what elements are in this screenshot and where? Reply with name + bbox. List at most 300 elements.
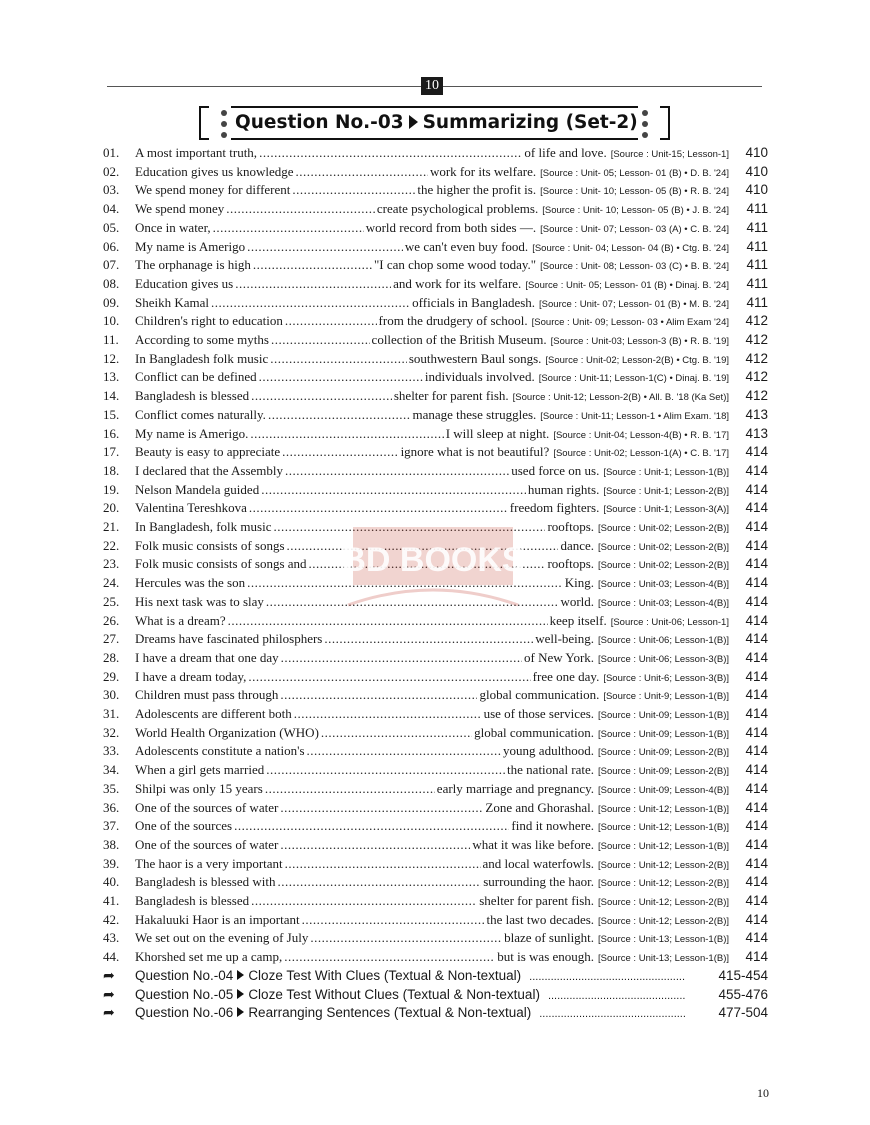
entry-page: 411 — [746, 275, 768, 291]
page-number: 10 — [757, 1086, 769, 1100]
title-prefix: Question No.-03 — [235, 112, 404, 133]
entry-start: Once in water, — [135, 219, 211, 235]
dot-leader — [285, 311, 377, 330]
dots-right-icon — [641, 110, 649, 143]
dot-leader — [250, 424, 443, 443]
summary-entry-row — [0, 667, 870, 686]
entry-number: 06. — [103, 238, 120, 254]
summary-entry-row — [0, 760, 870, 779]
entry-number: 22. — [103, 537, 120, 553]
summary-entry-row — [0, 648, 870, 667]
entry-number: 02. — [103, 163, 120, 179]
entry-page: 412 — [745, 332, 768, 347]
entry-start: One of the sources — [135, 818, 233, 834]
entry-start: Education gives us knowledge — [135, 163, 294, 179]
dot-leader — [226, 199, 375, 218]
dot-leader — [539, 1005, 685, 1024]
entry-end: Zone and Ghorashal. — [485, 799, 595, 815]
entry-page: 413 — [745, 406, 768, 422]
entry-number: 33. — [103, 743, 120, 759]
entry-source: [Source : Unit-1; Lesson-2(B)] — [603, 485, 729, 497]
entry-page: 412 — [745, 369, 768, 385]
entry-page: 411 — [746, 219, 768, 235]
entry-source: [Source : Unit-12; Lesson-2(B)] — [598, 915, 729, 927]
entry-source: [Source : Unit- 05; Lesson- 01 (B) • D. B. '24] — [540, 167, 729, 179]
entry-source: [Source : Unit-12; Lesson-1(B)] — [598, 803, 729, 815]
entry-number: 18. — [103, 462, 120, 478]
entry-page: 414 — [745, 649, 768, 665]
entry-end: global communication. — [474, 724, 595, 740]
entry-end: rooftops. — [547, 556, 595, 572]
entry-end: and local waterfowls. — [482, 855, 595, 871]
entry-number: 03. — [103, 182, 120, 198]
entry-end: and work for its welfare. — [393, 275, 522, 291]
entry-page: 414 — [745, 537, 768, 553]
entry-page: 414 — [745, 911, 768, 927]
next-question-row — [0, 985, 870, 1004]
entry-number: 12. — [103, 350, 120, 366]
dot-leader — [294, 704, 482, 723]
entry-end: used force on us. — [511, 462, 600, 478]
entry-page: 414 — [745, 575, 768, 591]
entry-source: [Source : Unit- 04; Lesson- 04 (B) • Ctg. B. '24] — [532, 242, 729, 254]
entry-number: 10. — [103, 313, 120, 329]
entry-page: 410 — [745, 182, 768, 198]
entry-source: [Source : Unit-03; Lesson-4(B)] — [598, 579, 729, 591]
entry-start: In Bangladesh folk music — [135, 350, 269, 366]
dot-leader — [259, 367, 423, 386]
entry-start: The haor is a very important — [135, 855, 283, 871]
entry-source: [Source : Unit-09; Lesson-1(B)] — [598, 728, 729, 740]
dot-leader — [248, 667, 530, 686]
entry-number: 38. — [103, 836, 120, 852]
dot-leader — [324, 629, 533, 648]
entry-number: 37. — [103, 818, 120, 834]
summary-entry-row — [0, 162, 870, 181]
entry-start: Conflict comes naturally. — [135, 406, 266, 422]
entry-number: 05. — [103, 219, 120, 235]
entry-number: 15. — [103, 406, 120, 422]
dot-leader — [281, 648, 522, 667]
summary-entry-row — [0, 199, 870, 218]
entry-number: 26. — [103, 612, 120, 628]
next-question-pages: 415-454 — [718, 967, 768, 983]
section-title-box — [199, 106, 670, 140]
summary-entry-row — [0, 311, 870, 330]
triangle-right-icon — [237, 989, 244, 999]
entry-start: Adolescents constitute a nation's — [135, 743, 305, 759]
entry-source: [Source : Unit-11; Lesson-1 • Alim Exam. '18] — [540, 410, 729, 422]
entry-page: 414 — [745, 799, 768, 815]
entry-start: One of the sources of water — [135, 799, 279, 815]
entry-page: 414 — [745, 874, 768, 890]
entry-number: 07. — [103, 257, 120, 273]
entry-number: 04. — [103, 201, 120, 217]
entry-source: [Source : Unit-02; Lesson-2(B) • Ctg. B. '19] — [545, 354, 729, 366]
entry-page: 414 — [745, 481, 768, 497]
entry-number: 16. — [103, 425, 120, 441]
summary-entry-row — [0, 854, 870, 873]
summary-entry-row — [0, 872, 870, 891]
entry-end: dance. — [560, 537, 595, 553]
dot-leader — [296, 162, 428, 181]
entry-start: Dreams have fascinated philosphers — [135, 631, 323, 647]
entry-number: 39. — [103, 855, 120, 871]
entry-number: 41. — [103, 893, 120, 908]
dot-leader — [265, 779, 435, 798]
next-question-title: Cloze Test Without Clues (Textual & Non-textual) — [248, 986, 540, 1002]
arrow-icon: ➦ — [103, 985, 115, 1002]
entry-start: Beauty is easy to appreciate — [135, 444, 281, 460]
entry-page: 414 — [745, 556, 768, 572]
summary-entry-row — [0, 143, 870, 162]
entry-start: His next task was to slay — [135, 593, 264, 609]
entry-start: Hercules was the son — [135, 575, 246, 591]
entry-page: 414 — [745, 462, 768, 478]
entry-number: 25. — [103, 593, 120, 609]
entry-page: 414 — [745, 444, 768, 460]
entry-end: King. — [564, 575, 595, 591]
entry-page: 414 — [745, 500, 768, 516]
dot-leader — [235, 274, 391, 293]
entry-source: [Source : Unit-12; Lesson-1(B)] — [598, 822, 729, 834]
entry-start: Education gives us — [135, 275, 234, 291]
triangle-right-icon — [237, 1007, 244, 1017]
entry-number: 43. — [103, 930, 120, 946]
entry-source: [Source : Unit- 10; Lesson- 05 (B) • J. B. '24] — [542, 205, 729, 217]
entry-end: surrounding the haor. — [483, 874, 595, 890]
entry-page: 414 — [745, 612, 768, 628]
summary-entry-row — [0, 237, 870, 256]
dot-leader — [268, 405, 411, 424]
entry-end: collection of the British Museum. — [371, 332, 547, 347]
summary-entry-row — [0, 947, 870, 966]
summary-entry-row — [0, 685, 870, 704]
entry-end: human rights. — [527, 481, 600, 497]
summary-entry-row — [0, 293, 870, 312]
entry-source: [Source : Unit-02; Lesson-2(B)] — [598, 523, 729, 534]
entry-start: Children's right to education — [135, 313, 283, 329]
dot-leader — [234, 816, 509, 835]
entry-page: 414 — [745, 706, 768, 721]
entry-start: I have a dream today, — [135, 668, 247, 684]
dot-leader — [211, 293, 410, 312]
entry-source: [Source : Unit-13; Lesson-1(B)] — [598, 934, 729, 946]
entry-source: [Source : Unit-12; Lesson-2(B) • All. B. '18 (Ka Set)] — [512, 392, 729, 404]
dot-leader — [271, 330, 370, 349]
entry-page: 414 — [745, 893, 768, 908]
dot-leader — [321, 723, 472, 742]
entry-page: 414 — [745, 631, 768, 647]
entry-end: "I can chop some wood today." — [373, 257, 537, 273]
entry-start: Conflict can be defined — [135, 369, 257, 385]
dots-left-icon — [220, 110, 228, 143]
entry-source: [Source : Unit-1; Lesson-1(B)] — [603, 466, 729, 478]
summary-entry-row — [0, 910, 870, 929]
entry-end: officials in Bangladesh. — [412, 294, 536, 310]
dot-leader — [261, 480, 526, 499]
entry-start: Hakaluuki Haor is an important — [135, 911, 300, 927]
summary-entry-row — [0, 349, 870, 368]
entry-page: 414 — [745, 762, 768, 778]
entry-source: [Source : Unit- 07; Lesson- 01 (B) • M. B. '24] — [539, 298, 729, 310]
dot-leader — [310, 928, 502, 947]
entry-page: 414 — [745, 836, 768, 852]
entry-source: [Source : Unit-02; Lesson-2(B)] — [598, 541, 729, 553]
dot-leader — [259, 143, 522, 162]
entry-start: Shilpi was only 15 years — [135, 780, 263, 796]
entry-start: According to some myths — [135, 332, 269, 347]
entry-number: 01. — [103, 145, 120, 160]
entry-number: 17. — [103, 444, 120, 460]
entry-end: of New York. — [523, 649, 595, 665]
dot-leader — [285, 854, 481, 873]
entry-number: 09. — [103, 294, 120, 310]
entry-page: 410 — [745, 145, 768, 160]
entry-end: the national rate. — [507, 762, 595, 778]
entry-source: [Source : Unit- 05; Lesson- 01 (B) • Dinaj. B. '24] — [525, 279, 729, 291]
entry-end: free one day. — [532, 668, 600, 684]
entry-end: from the drudgery of school. — [378, 313, 528, 329]
summary-entry-row — [0, 629, 870, 648]
entry-page: 414 — [745, 855, 768, 871]
entry-source: [Source : Unit-12; Lesson-2(B)] — [598, 878, 729, 890]
next-question-pages: 477-504 — [718, 1005, 768, 1021]
entry-page: 414 — [745, 724, 768, 740]
dot-leader — [302, 910, 485, 929]
entry-number: 35. — [103, 780, 120, 796]
entry-source: [Source : Unit-06; Lesson-1(B)] — [598, 635, 729, 647]
entry-end: shelter for parent fish. — [479, 893, 595, 908]
entry-end: keep itself. — [549, 612, 607, 628]
entry-page: 412 — [745, 388, 768, 404]
arrow-icon: ➦ — [103, 1004, 115, 1021]
entry-end: world record from both sides —. — [365, 219, 537, 235]
entry-number: 20. — [103, 500, 120, 516]
entry-page: 414 — [745, 930, 768, 946]
entry-end: southwestern Baul songs. — [408, 350, 542, 366]
entry-page: 411 — [746, 238, 768, 254]
summary-entry-row — [0, 180, 870, 199]
entry-source: [Source : Unit-12; Lesson-1(B)] — [598, 840, 729, 852]
entry-start: I declared that the Assembly — [135, 462, 284, 478]
dot-leader — [282, 442, 398, 461]
entry-number: 30. — [103, 687, 120, 703]
dot-leader — [247, 237, 403, 256]
summary-entry-row — [0, 405, 870, 424]
entry-page: 414 — [745, 949, 768, 965]
entry-source: [Source : Unit-11; Lesson-1(C) • Dinaj. B. '19] — [538, 373, 729, 385]
entry-source: [Source : Unit- 09; Lesson- 03 • Alim Exam '24] — [531, 317, 729, 329]
entry-end: the higher the profit is. — [417, 182, 537, 198]
triangle-right-icon — [237, 970, 244, 980]
entry-number: 42. — [103, 911, 120, 927]
summary-entry-row — [0, 704, 870, 723]
entry-number: 23. — [103, 556, 120, 572]
title-main: Summarizing (Set-2) — [422, 112, 638, 133]
entry-end: create psychological problems. — [376, 201, 539, 217]
entry-end: young adulthood. — [503, 743, 595, 759]
entry-start: A most important truth, — [135, 145, 258, 160]
entry-page: 411 — [746, 294, 768, 310]
page-badge: 10 — [421, 77, 443, 95]
entry-end: early marriage and pregnancy. — [436, 780, 595, 796]
next-question-pages: 455-476 — [718, 986, 768, 1002]
entry-source: [Source : Unit-04; Lesson-4(B) • R. B. '17] — [553, 429, 729, 441]
entry-end: world. — [560, 593, 595, 609]
dot-leader — [251, 386, 392, 405]
entry-start: We set out on the evening of July — [135, 930, 309, 946]
dot-leader — [253, 255, 372, 274]
entry-start: Folk music consists of songs — [135, 537, 285, 553]
entry-end: rooftops. — [547, 519, 595, 534]
entry-end: the last two decades. — [486, 911, 595, 927]
entry-source: [Source : Unit-12; Lesson-2(B)] — [598, 897, 729, 908]
entry-number: 36. — [103, 799, 120, 815]
triangle-right-icon — [409, 115, 418, 129]
entry-page: 410 — [745, 163, 768, 179]
next-question-title: Rearranging Sentences (Textual & Non-textual) — [248, 1005, 532, 1021]
entry-page: 412 — [745, 313, 768, 329]
entry-start: We spend money — [135, 201, 225, 217]
entry-source: [Source : Unit-15; Lesson-1] — [610, 149, 729, 160]
dot-leader — [251, 891, 477, 910]
entry-number: 08. — [103, 275, 120, 291]
entry-end: manage these struggles. — [412, 406, 537, 422]
watermark-text: BD BOOKS — [341, 541, 525, 579]
entry-source: [Source : Unit-02; Lesson-1(A) • C. B. '17] — [553, 448, 729, 460]
entry-page: 414 — [745, 687, 768, 703]
entry-source: [Source : Unit-06; Lesson-1] — [610, 616, 729, 628]
entry-end: ignore what is not beautiful? — [400, 444, 550, 460]
dot-leader — [280, 685, 477, 704]
next-question-text — [135, 1003, 685, 1024]
entry-page: 411 — [746, 201, 768, 217]
entry-number: 13. — [103, 369, 120, 385]
entry-number: 32. — [103, 724, 120, 740]
entry-number: 31. — [103, 706, 120, 721]
entry-end: I will sleep at night. — [445, 425, 550, 441]
summary-entry-row — [0, 218, 870, 237]
dot-leader — [280, 835, 470, 854]
entry-start: We spend money for different — [135, 182, 291, 198]
entry-number: 44. — [103, 949, 120, 965]
entry-page: 414 — [745, 780, 768, 796]
summary-entry-row — [0, 461, 870, 480]
summary-entry-row — [0, 779, 870, 798]
entry-number: 40. — [103, 874, 120, 890]
entry-number: 29. — [103, 668, 120, 684]
summary-entry-row — [0, 330, 870, 349]
dot-leader — [284, 947, 495, 966]
entry-number: 14. — [103, 388, 120, 404]
entry-number: 19. — [103, 481, 120, 497]
entry-start: When a girl gets married — [135, 762, 265, 778]
entry-end: freedom fighters. — [509, 500, 600, 516]
entry-page: 411 — [746, 257, 768, 273]
entry-start: I have a dream that one day — [135, 649, 279, 665]
summary-entry-row — [0, 723, 870, 742]
summary-entry-row — [0, 816, 870, 835]
entry-source: [Source : Unit-06; Lesson-3(B)] — [598, 653, 729, 665]
entry-page: 412 — [745, 350, 768, 366]
summary-entry-row — [0, 386, 870, 405]
entry-end: find it nowhere. — [511, 818, 595, 834]
entry-end: global communication. — [479, 687, 600, 703]
entry-source: [Source : Unit- 07; Lesson- 03 (A) • C. B. '24] — [540, 223, 729, 235]
watermark-logo — [328, 505, 538, 617]
entry-source: [Source : Unit-13; Lesson-1(B)] — [598, 953, 729, 965]
entry-page: 414 — [745, 668, 768, 684]
entry-page: 414 — [745, 593, 768, 609]
entry-source: [Source : Unit-09; Lesson-2(B)] — [598, 766, 729, 778]
entry-start: Children must pass through — [135, 687, 279, 703]
dot-leader — [307, 741, 502, 760]
entry-start: Sheikh Kamal — [135, 294, 210, 310]
entry-start: In Bangladesh, folk music — [135, 519, 272, 534]
entry-page: 414 — [745, 519, 768, 534]
entry-start: Khorshed set me up a camp, — [135, 949, 283, 965]
dot-leader — [292, 180, 415, 199]
entry-end: shelter for parent fish. — [393, 388, 509, 404]
entry-end: well-being. — [535, 631, 595, 647]
entry-start: My name is Amerigo — [135, 238, 246, 254]
entry-start: One of the sources of water — [135, 836, 279, 852]
entry-end: work for its welfare. — [429, 163, 537, 179]
entry-end: but is was enough. — [497, 949, 595, 965]
entry-start: Adolescents are different both — [135, 706, 292, 721]
entry-start: Bangladesh is blessed with — [135, 874, 276, 890]
entry-end: what it was like before. — [472, 836, 595, 852]
next-question-row — [0, 1003, 870, 1022]
entry-start: What is a dream? — [135, 612, 226, 628]
entry-end: individuals involved. — [424, 369, 535, 385]
entry-source: [Source : Unit-09; Lesson-1(B)] — [598, 710, 729, 721]
entry-start: Bangladesh is blessed — [135, 893, 250, 908]
entry-start: My name is Amerigo. — [135, 425, 249, 441]
next-question-title: Cloze Test With Clues (Textual & Non-textual) — [248, 967, 522, 983]
summary-entry-row — [0, 255, 870, 274]
entry-start: The orphanage is high — [135, 257, 251, 273]
entry-number: 27. — [103, 631, 120, 647]
summary-entry-row — [0, 835, 870, 854]
entry-source: [Source : Unit-1; Lesson-3(A)] — [603, 504, 729, 516]
entry-start: Bangladesh is blessed — [135, 388, 250, 404]
entry-source: [Source : Unit-12; Lesson-2(B)] — [598, 859, 729, 871]
entry-source: [Source : Unit-02; Lesson-2(B)] — [598, 560, 729, 572]
next-question-row — [0, 966, 870, 985]
summary-entry-row — [0, 798, 870, 817]
summary-entry-row — [0, 367, 870, 386]
entry-end: we can't even buy food. — [404, 238, 529, 254]
entry-end: use of those services. — [483, 706, 595, 721]
summary-entry-row — [0, 928, 870, 947]
arrow-icon: ➦ — [103, 966, 115, 983]
next-question-label: Question No.-04 — [135, 967, 234, 983]
entry-number: 34. — [103, 762, 120, 778]
dot-leader — [277, 872, 481, 891]
next-question-label: Question No.-05 — [135, 986, 234, 1002]
entry-source: [Source : Unit-03; Lesson-3 (B) • R. B. '19] — [550, 336, 729, 347]
summary-entry-row — [0, 442, 870, 461]
entry-source: [Source : Unit-9; Lesson-1(B)] — [603, 691, 729, 703]
summary-entry-row — [0, 891, 870, 910]
entry-page: 413 — [745, 425, 768, 441]
entry-start: World Health Organization (WHO) — [135, 724, 319, 740]
entry-end: of life and love. — [524, 145, 607, 160]
entry-source: [Source : Unit-03; Lesson-4(B)] — [598, 597, 729, 609]
entry-number: 24. — [103, 575, 120, 591]
